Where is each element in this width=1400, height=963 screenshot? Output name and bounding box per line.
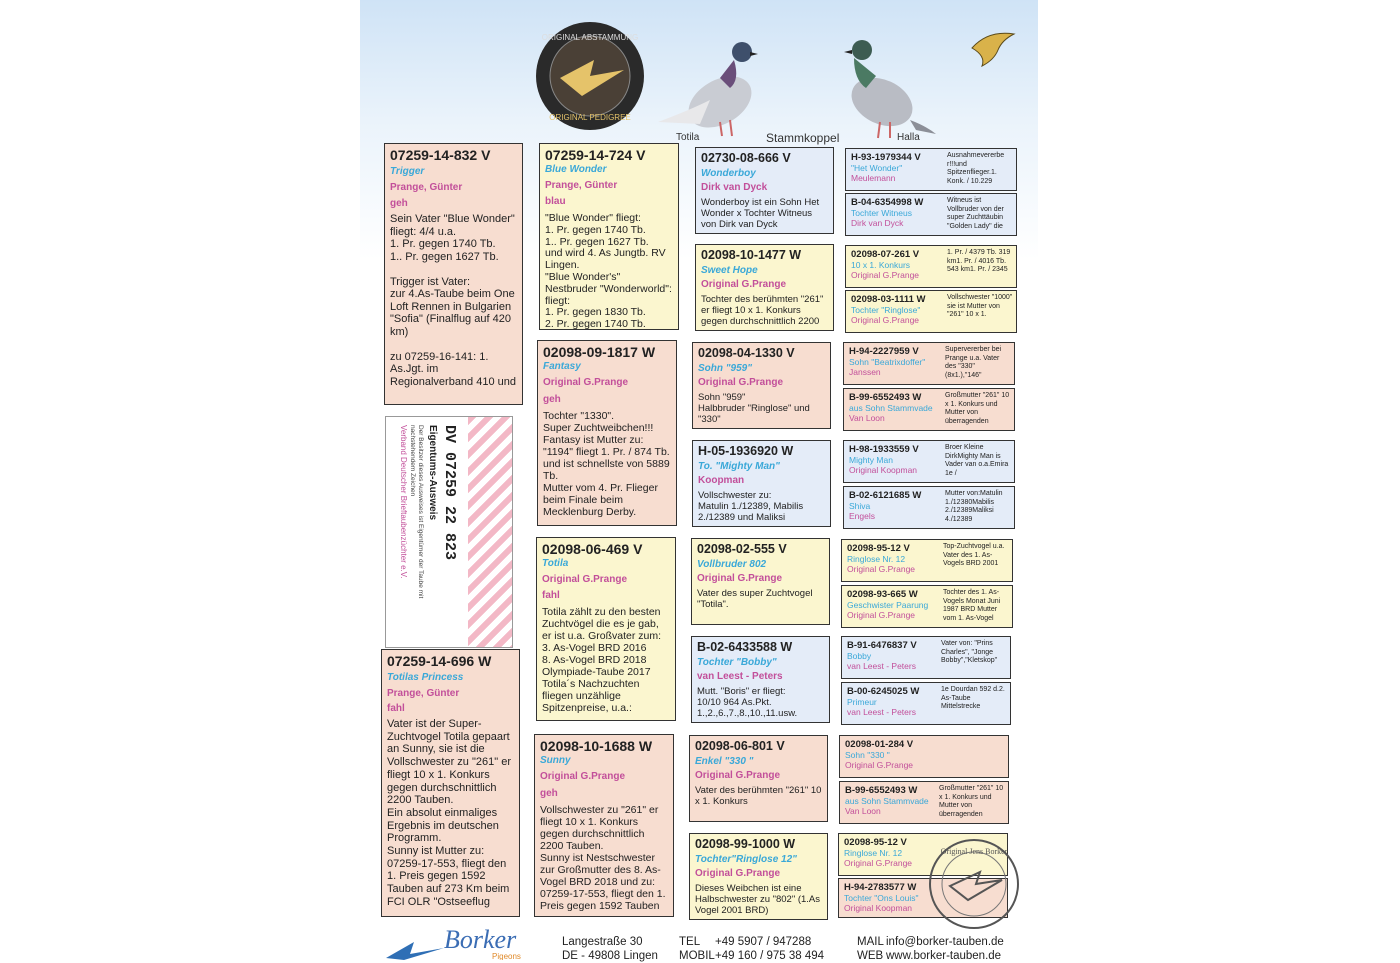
web-value: www.borker-tauben.de <box>886 950 1002 962</box>
ring-number: B-91-6476837 V <box>847 640 917 651</box>
breeder: Original Koopman <box>849 465 918 475</box>
pigeon-name: Blue Wonder <box>545 164 607 175</box>
breeder: Original G.Prange <box>695 868 781 879</box>
breeder: van Leest - Peters <box>847 707 916 717</box>
pigeon-name: Tochter "Ons Louis" <box>844 893 919 903</box>
pedigree-box-col4-0 <box>845 148 1017 191</box>
pigeon-name: Sohn "Beatrixdoffer" <box>849 357 926 367</box>
pigeon-name: Wonderboy <box>701 168 756 179</box>
note: Broer Kleine DirkMighty Man is Vader van o.a.Emira 1e / <box>945 444 1009 477</box>
breeder: Original G.Prange <box>844 858 913 868</box>
ring-number: H-93-1979344 V <box>851 152 921 163</box>
pedigree-box-col2-0 <box>539 143 679 330</box>
note: Großmutter "261" 10 x 1. Konkurs und Mutter von überragenden <box>939 785 1004 818</box>
note: Tochter des 1. As-Vogels Monat Juni 1987 BRD Mutter vom 1. As-Vogel <box>943 589 1001 622</box>
pigeon-name: Tochter"Ringlose 12" <box>695 854 797 865</box>
stamp-text: Original Jens Borker <box>940 847 1008 856</box>
pigeon-name: Totila <box>542 558 569 569</box>
caption-totila: Totila <box>676 132 700 143</box>
breeder: Dirk van Dyck <box>851 218 904 228</box>
pigeon-name: Sweet Hope <box>701 265 758 276</box>
brand-sub: Pigeons <box>492 952 521 960</box>
mail-value: info@borker-tauben.de <box>886 936 1004 948</box>
pigeon-name: 10 x 1. Konkurs <box>851 260 911 270</box>
pedigree-box-col3-4 <box>691 538 830 625</box>
pigeon-color: geh <box>543 394 561 405</box>
mail-label: MAIL <box>857 936 884 948</box>
ring-number: H-98-1933559 V <box>849 444 919 455</box>
description: Sein Vater "Blue Wonder" fliegt: 4/4 u.a. 1. Pr. gegen 1740 Tb. 1.. Pr. gegen 1627 Tb. Trigger ist Vater: zur 4.As-Taube beim One Loft Rennen in Bulgarien "Sofia" (Finalflug auf 420 km) zu 07259-16-141: 1. As.Jgt. im Regionalverband 410 und <box>390 213 516 388</box>
pigeon-name: Fantasy <box>543 361 581 372</box>
ring-number: 02098-02-555 V <box>697 542 787 556</box>
breeder: Engels <box>849 511 875 521</box>
ring-number: B-02-6121685 W <box>849 490 922 501</box>
description: Wonderboy ist ein Sohn Het Wonder x Tochter Witneus von Dirk van Dyck <box>701 197 820 230</box>
tel-value: +49 5907 / 947288 <box>715 936 812 948</box>
pigeon-name: Ringlose Nr. 12 <box>847 554 906 564</box>
pedigree-box-col1-0 <box>384 143 523 405</box>
ring-number: 07259-14-724 V <box>545 147 646 163</box>
ring-number: B-00-6245025 W <box>847 686 920 697</box>
pigeon-name: aus Sohn Stammvade <box>849 403 933 413</box>
pedigree-box-col1-1 <box>381 649 520 917</box>
ring-number: 02098-10-1688 W <box>540 738 653 754</box>
breeder: Original Koopman <box>844 903 913 913</box>
card-note: Der Besitzer dieses Ausweises ist Eigentümer der Taube mit nachstehendem Zeichen <box>409 425 424 599</box>
caption-stammkoppel: Stammkoppel <box>766 131 840 145</box>
pigeon-name: Totilas Princess <box>387 672 464 683</box>
breeder: Original G.Prange <box>542 574 628 585</box>
pedigree-box-col2-3 <box>534 734 674 917</box>
ring-number: 02098-10-1477 W <box>701 248 802 262</box>
description: Vollschwester zu "261" er fliegt 10 x 1. Konkurs gegen durchschnittlich 2200 Tauben. Sunny ist Nestschwester zur Großmutter des 8. As-Vogel BRD 2018 und zu: 07259-17-553, fliegt den 1. Preis gegen 1592 Tauben <box>540 804 666 912</box>
ring-number: 02098-06-469 V <box>542 541 643 557</box>
pigeon-color: blau <box>545 196 566 207</box>
description: Vater des super Zuchtvogel "Totila". <box>697 588 813 610</box>
gold-emblem-icon <box>968 26 1018 70</box>
note: Ausnahmevererbe r!!!und Spitzenflieger.1. Konk. / 10.229 <box>947 152 1005 185</box>
ring-number: 02098-95-12 V <box>847 543 910 554</box>
pigeon-name: Tochter "Bobby" <box>697 657 777 668</box>
pigeon-totila-icon <box>650 30 760 140</box>
description: Tochter "1330". Super Zuchtweibchen!!! Fantasy ist Mutter zu: "1194" fliegt 1. Pr. / 874 Tb. und ist schnellste von 5889 Tb. Mutter vom 4. Pr. Flieger beim Finale beim Mecklenburg Derby. <box>543 410 670 518</box>
pigeon-name: Trigger <box>390 166 425 177</box>
card-title: Eigentums-Ausweis <box>427 425 438 521</box>
ring-number: 02098-09-1817 W <box>543 344 656 360</box>
breeder: van Leest - Peters <box>697 671 783 682</box>
ownership-card <box>385 416 513 648</box>
ring-number: 07259-14-832 V <box>390 147 491 163</box>
pigeon-name: Sohn "959" <box>698 363 752 374</box>
pedigree-box-col4-10 <box>841 636 1011 679</box>
breeder: Van Loon <box>845 806 881 816</box>
note: Top-Zuchtvogel u.a. Vater des 1. As-Vogels BRD 2001 <box>943 543 1005 567</box>
ring-number: 02098-95-12 V <box>844 837 907 848</box>
svg-text:ORIGINAL PEDIGREE: ORIGINAL PEDIGREE <box>549 113 631 122</box>
breeder: Original G.Prange <box>698 377 784 388</box>
breeder: Original G.Prange <box>695 770 781 781</box>
description: Tochter des berühmten "261" er fliegt 10 x 1. Konkurs gegen durchschnittlich 2200 <box>701 294 824 327</box>
ring-number: 02098-99-1000 W <box>695 837 796 851</box>
breeder: Koopman <box>698 475 745 486</box>
description: Totila zählt zu den besten Zuchtvögel die es je gab, er ist u.a. Großvater zum: 3. As-Vogel BRD 2016 8. As-Vogel BRD 2018 Olympiade-Taube 2017 Totila´s Nachzuchten fliegen unzählige Spitzenpreise, u.a.: <box>542 606 662 714</box>
breeder: van Leest - Peters <box>847 661 916 671</box>
breeder: Original G.Prange <box>851 315 920 325</box>
pedigree-box-col2-1 <box>537 340 677 526</box>
pigeon-color: fahl <box>542 590 560 601</box>
breeder: Prange, Günter <box>545 180 618 191</box>
tel-label: TEL <box>679 936 701 948</box>
pedigree-box-col3-3 <box>692 440 831 527</box>
address-line-2: DE - 49808 Lingen <box>562 950 658 962</box>
svg-text:ORIGINAL ABSTAMMUNG: ORIGINAL ABSTAMMUNG <box>541 33 639 42</box>
ring-number: B-02-6433588 W <box>697 640 793 654</box>
pedigree-box-col4-7 <box>843 486 1015 529</box>
note: Mutter von:Matulin 1./12380Mabilis 2./12389Maliksi 4./12389 <box>945 490 1003 523</box>
breeder: Prange, Günter <box>387 688 460 699</box>
footer <box>360 918 1038 960</box>
pedigree-box-col2-2 <box>536 537 676 721</box>
breeder: Prange, Günter <box>390 182 463 193</box>
pedigree-box-col3-2 <box>692 342 831 429</box>
pedigree-box-col4-12 <box>839 735 1009 778</box>
pedigree-box-col4-8 <box>841 539 1013 582</box>
ring-number: B-04-6354998 W <box>851 197 924 208</box>
pigeon-name: To. "Mighty Man" <box>698 461 780 472</box>
breeder: Original G.Prange <box>851 270 920 280</box>
breeder: Meulemann <box>851 173 896 183</box>
ring-number: H-94-2227959 V <box>849 346 919 357</box>
borker-stamp-icon <box>924 838 1024 930</box>
seal-icon <box>532 20 650 132</box>
note: 1e Dourdan 592 d.2. As-Taube Mittelstrecke <box>941 686 1005 710</box>
pedigree-box-col4-3 <box>845 290 1017 333</box>
pedigree-box-col3-6 <box>689 735 828 822</box>
pedigree-box-col4-11 <box>841 682 1011 725</box>
ring-number: 02098-01-284 V <box>845 739 914 750</box>
pigeon-color: geh <box>540 788 558 799</box>
note: Supervererber bei Prange u.a. Vater des "330" (8x1.),"146" <box>945 346 1002 379</box>
pigeon-color: fahl <box>387 703 405 714</box>
description: Vater ist der Super-Zuchtvogel Totila gepaart an Sunny, sie ist die Vollschwester zu "261" er fliegt 10 x 1. Konkurs gegen durchschnittlich 2200 Tauben. Ein absolut einmaliges Ergebnis im deutschen Programm. Sunny ist Mutter zu: 07259-17-553, fliegt den 1. Preis gegen 1592 Tauben auf 273 Km beim FCI OLR "Ostseeflug <box>387 718 511 908</box>
pigeon-name: Ringlose Nr. 12 <box>844 848 903 858</box>
ring-number: 02098-04-1330 V <box>698 346 795 360</box>
web-label: WEB <box>857 950 884 962</box>
brand-name: Borker <box>444 925 517 954</box>
note: 1. Pr. / 4379 Tb. 319 km1. Pr. / 4016 Tb. 543 km1. Pr. / 2345 <box>947 249 1011 273</box>
breeder: Original G.Prange <box>845 760 914 770</box>
note: Witneus ist Vollbruder von der super Zuchttäubin "Golden Lady" die <box>947 197 1004 230</box>
address-line-1: Langestraße 30 <box>562 936 643 948</box>
pedigree-box-col4-2 <box>845 245 1017 288</box>
pigeon-name: Bobby <box>847 651 872 661</box>
pigeon-name: Shiva <box>849 501 871 511</box>
note: Vollschwester "1000" sie ist Mutter von "261" 10 x 1. <box>947 294 1013 318</box>
description: Dieses Weibchen ist eine Halbschwester zu "802" (1.As Vogel 2001 BRD) <box>695 883 821 916</box>
borker-logo-icon <box>384 918 534 960</box>
pedigree-box-col4-5 <box>843 388 1015 431</box>
pigeon-name: Tochter "Ringlose" <box>851 305 921 315</box>
note: Vater von: "Prins Charles", "Jonge Bobby","Kletskop" <box>941 640 998 664</box>
card-org: Verband Deutscher Brieftaubenzüchter e.V. <box>399 425 408 579</box>
caption-halla: Halla <box>897 132 920 143</box>
breeder: Dirk van Dyck <box>701 182 768 193</box>
ring-number: 07259-14-696 W <box>387 653 492 669</box>
breeder: Janssen <box>849 367 881 377</box>
ring-number: B-99-6552493 W <box>849 392 922 403</box>
pedigree-box-col4-6 <box>843 440 1015 483</box>
ring-number: 02098-06-801 V <box>695 739 785 753</box>
pedigree-box-col4-13 <box>839 781 1009 824</box>
ring-number: 02098-03-1111 W <box>851 294 926 305</box>
pigeon-name: aus Sohn Stammvade <box>845 796 929 806</box>
breeder: Original G.Prange <box>697 573 783 584</box>
ring-number: H-94-2783577 W <box>844 882 917 893</box>
ring-number: H-05-1936920 W <box>698 444 794 458</box>
description: "Blue Wonder" fliegt: 1. Pr. gegen 1740 Tb. 1.. Pr. gegen 1627 Tb. und wird 4. As Jungtb. RV Lingen. "Blue Wonder's" Nestbruder "Wonderworld": fliegt: 1. Pr. gegen 1830 Tb. 2. Pr. gegen 1740 Tb. <box>545 212 672 330</box>
breeder: Original G.Prange <box>540 771 626 782</box>
pigeon-name: Vollbruder 802 <box>697 559 767 570</box>
breeder: Original G.Prange <box>847 564 916 574</box>
pigeon-color: geh <box>390 198 408 209</box>
breeder: Original G.Prange <box>701 279 787 290</box>
pigeon-name: Sohn "330 " <box>845 750 890 760</box>
pigeon-name: Mighty Man <box>849 455 893 465</box>
pigeon-name: Primeur <box>847 697 877 707</box>
mobil-value: +49 160 / 975 38 494 <box>715 950 825 962</box>
pigeon-name: "Het Wonder" <box>851 163 903 173</box>
breeder: Van Loon <box>849 413 885 423</box>
ring-number: 02098-07-261 V <box>851 249 920 260</box>
description: Sohn "959" Halbbruder "Ringlose" und "330" <box>698 392 810 425</box>
pedigree-box-col4-1 <box>845 193 1017 236</box>
pedigree-box-col3-1 <box>695 244 834 331</box>
breeder: Original G.Prange <box>543 377 629 388</box>
pigeon-halla-icon <box>840 30 940 140</box>
mobil-label: MOBIL <box>679 950 715 962</box>
pedigree-box-col3-5 <box>691 636 830 723</box>
card-pattern <box>468 417 512 647</box>
ring-number: B-99-6552493 W <box>845 785 918 796</box>
pedigree-box-col4-4 <box>843 342 1015 385</box>
pigeon-name: Tochter Witneus <box>851 208 912 218</box>
ring-number: 02730-08-666 V <box>701 151 791 165</box>
description: Vollschwester zu: Matulin 1./12389, Mabilis 2./12389 und Maliksi <box>698 490 804 523</box>
breeder: Original G.Prange <box>847 610 916 620</box>
pigeon-name: Sunny <box>540 755 571 766</box>
card-ring-number: DV 07259 22 823 <box>441 425 458 561</box>
note: Großmutter "261" 10 x 1. Konkurs und Mutter von überragenden <box>945 392 1010 425</box>
description: Vater des berühmten "261" 10 x 1. Konkurs <box>695 785 822 807</box>
pedigree-box-col3-0 <box>695 147 834 234</box>
ring-number: 02098-93-665 W <box>847 589 918 600</box>
pedigree-box-col4-9 <box>841 585 1013 628</box>
pedigree-box-col3-7 <box>689 833 828 920</box>
description: Mutt. "Boris" er fliegt: 10/10 964 As.Pkt. 1.,2.,6.,7.,8.,10.,11.usw. <box>697 686 798 719</box>
pigeon-name: Enkel "330 " <box>695 756 754 767</box>
pigeon-name: Geschwister Paarung <box>847 600 929 610</box>
